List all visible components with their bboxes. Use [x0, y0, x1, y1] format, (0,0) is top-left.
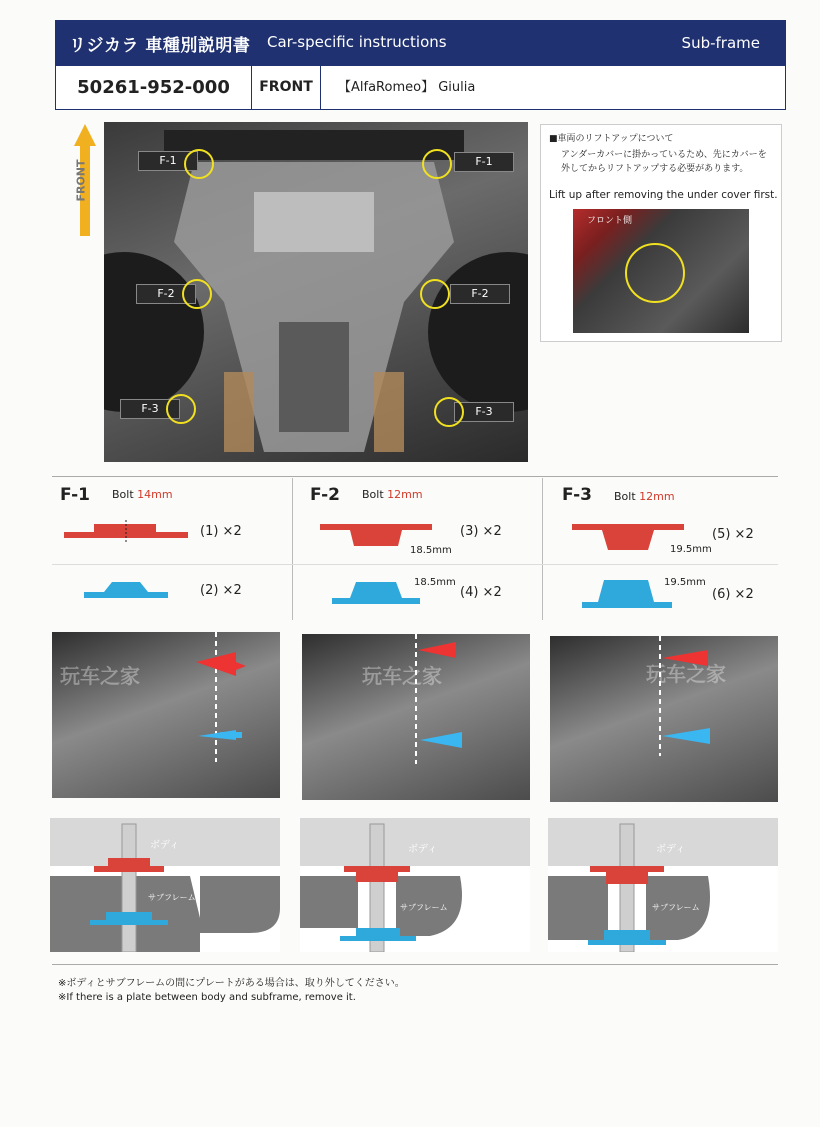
front-marker-text: FRONT [74, 159, 88, 202]
bolt-f1 [112, 488, 173, 501]
label-f3-right: F-3 [454, 402, 514, 422]
section-f1-title: F-1 [60, 485, 90, 505]
divider-mid [52, 564, 778, 565]
section-f2 [310, 485, 340, 505]
label-f2-right: F-2 [450, 284, 510, 304]
diagram-f3 [548, 818, 778, 952]
lift-note-line1: アンダーカバーに掛かっているため、先にカバーを [561, 150, 767, 160]
title-jp: リジカラ 車種別説明書 [69, 36, 251, 56]
install-photo-f3-arrows [550, 636, 778, 802]
marker-f2-right [420, 279, 450, 309]
header-bar [55, 20, 786, 66]
install-photo-f1-arrows [52, 632, 280, 798]
diagram-f1-subframe: サブフレーム [148, 893, 196, 902]
part-4-shape [332, 580, 422, 606]
bolt-f1-label: Bolt [112, 488, 134, 501]
part-6-qty: (6) ×2 [712, 587, 754, 602]
category-label: Sub-frame [681, 34, 760, 52]
footer-note-jp: ※ボディとサブフレームの間にプレートがある場合は、取り外してください。 [58, 978, 405, 989]
marker-f1-right [422, 149, 452, 179]
marker-f3-left [166, 394, 196, 424]
part-2-qty: (2) ×2 [200, 583, 242, 598]
under-cover-photo [573, 209, 749, 333]
part-1-shape [64, 520, 190, 542]
lift-note-line2: 外してからリフトアップする必要があります。 [561, 164, 749, 174]
diagram-f2-subframe: サブフレーム [400, 903, 448, 912]
marker-f3-right [434, 397, 464, 427]
label-f1-left: F-1 [138, 151, 198, 171]
part-5-dim: 19.5mm [670, 544, 712, 555]
vehicle-model: 【AlfaRomeo】 Giulia [338, 80, 476, 95]
diagram-f1 [50, 818, 280, 952]
watermark-f1: 玩车之家 [60, 664, 140, 688]
part-2-shape [84, 580, 170, 602]
lift-note-title: ■車両のリフトアップについて [549, 134, 674, 144]
divider-col2 [542, 478, 543, 620]
part-5-shape [572, 520, 686, 552]
label-f1-right: F-1 [454, 152, 514, 172]
part-3-qty: (3) ×2 [460, 524, 502, 539]
under-cover-marker [625, 243, 685, 303]
product-row [55, 66, 786, 110]
part-4-qty: (4) ×2 [460, 585, 502, 600]
lift-note-english: Lift up after removing the under cover first. [549, 189, 778, 201]
part-number: 50261-952-000 [56, 66, 252, 109]
divider-bottom [52, 964, 778, 965]
underbody-photo [104, 122, 528, 462]
front-arrow-marker [74, 124, 96, 236]
install-photo-f2 [302, 634, 530, 800]
diagram-f1-body: ボディ [150, 840, 180, 851]
marker-f1-left [184, 149, 214, 179]
diagram-f3-subframe: サブフレーム [652, 903, 700, 912]
diagram-f3-body: ボディ [656, 844, 686, 855]
position-label: FRONT [252, 66, 321, 109]
section-f3-title: F-3 [562, 485, 592, 505]
lift-note-box [540, 124, 782, 342]
footer-note-en: ※If there is a plate between body and subframe, remove it. [58, 992, 356, 1003]
title-en: Car-specific instructions [267, 33, 447, 51]
bolt-f2-size: 12mm [387, 488, 423, 501]
part-3-dim: 18.5mm [410, 545, 452, 556]
watermark-f2: 玩车之家 [362, 664, 442, 688]
bolt-f3-size: 12mm [639, 490, 675, 503]
label-f3-left: F-3 [120, 399, 180, 419]
divider-top [52, 476, 778, 477]
part-6-dim: 19.5mm [664, 577, 706, 588]
part-4-dim: 18.5mm [414, 577, 456, 588]
watermark-f3: 玩车之家 [646, 662, 726, 686]
diagram-f3-drawing [548, 818, 778, 952]
part-5-qty: (5) ×2 [712, 527, 754, 542]
part-1-qty: (1) ×2 [200, 524, 242, 539]
diagram-f2-body: ボディ [408, 844, 438, 855]
part-6-shape [582, 578, 674, 610]
divider-col1 [292, 478, 293, 620]
bolt-f2-label: Bolt [362, 488, 384, 501]
section-f3 [562, 485, 592, 505]
section-f1 [60, 485, 90, 505]
bolt-f2 [362, 488, 423, 501]
bolt-f3 [614, 490, 675, 503]
diagram-f2 [300, 818, 530, 952]
label-f2-left: F-2 [136, 284, 196, 304]
install-photo-f2-arrows [302, 634, 530, 800]
diagram-f2-drawing [300, 818, 530, 952]
install-photo-f1 [52, 632, 280, 798]
bolt-f1-size: 14mm [137, 488, 173, 501]
install-photo-f3 [550, 636, 778, 802]
under-cover-photo-label: フロント側 [587, 216, 633, 226]
marker-f2-left [182, 279, 212, 309]
section-f2-title: F-2 [310, 485, 340, 505]
bolt-f3-label: Bolt [614, 490, 636, 503]
